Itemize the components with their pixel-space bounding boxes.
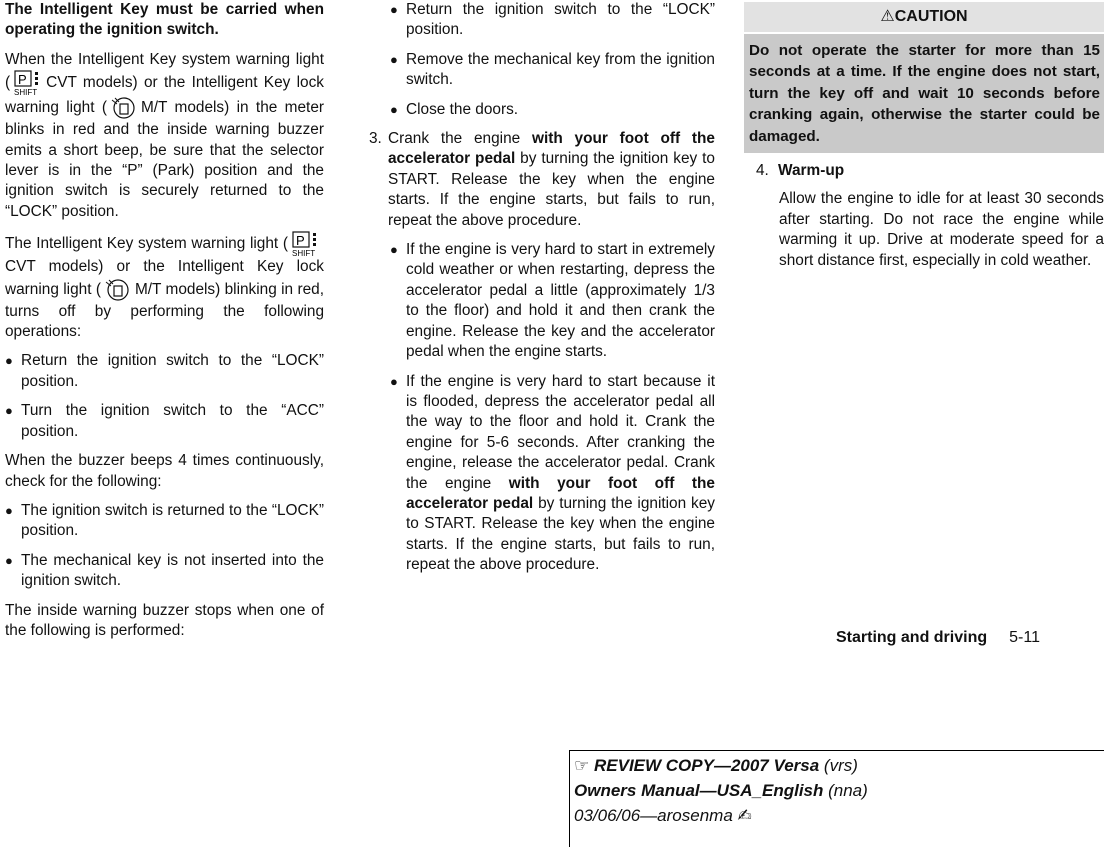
list-item bbox=[366, 0, 715, 41]
text: When the Intelligent Key system warning light ( bbox=[5, 50, 324, 92]
svg-text:SHIFT: SHIFT bbox=[14, 88, 38, 97]
list-item bbox=[5, 401, 324, 442]
text-bold: REVIEW COPY—2007 Versa bbox=[593, 756, 820, 775]
page-footer bbox=[836, 628, 1040, 648]
caution-text: Do not operate the starter for more than 15 seconds at a time. If the engine does not start, turn the key off and wait 10 seconds before cranking again, otherwise the starter could be damaged. bbox=[744, 34, 1104, 153]
review-line-2 bbox=[574, 778, 1104, 803]
step-title: Warm-up bbox=[778, 162, 845, 180]
step-4 bbox=[744, 161, 1104, 271]
list-item bbox=[366, 50, 715, 91]
review-line-3 bbox=[574, 803, 1104, 828]
text: (vrs) bbox=[819, 756, 858, 775]
text: by turning the ignition key to START. Release the key when the engine starts. If the engine starts, but fails to run, repeat the above procedure. bbox=[388, 150, 715, 229]
p-shift-icon bbox=[12, 70, 44, 96]
svg-text:SHIFT: SHIFT bbox=[292, 249, 316, 258]
bullet-icon: ● bbox=[5, 502, 13, 518]
text: If the engine is very hard to start because it is flooded, depress the accelerator pedal all the way to the floor and hold it. Crank the engine for 5-6 seconds. After cranking the engine, release the accelerator pedal. Crank the engine bbox=[406, 372, 715, 492]
text: 03/06/06—arosenma bbox=[574, 806, 733, 825]
text: Return the ignition switch to the “LOCK” position. bbox=[406, 1, 715, 39]
text: by turning the ignition key to START. Release the key when the engine starts. If the engine starts, but fails to run, repeat the above procedure. bbox=[406, 494, 715, 574]
column-left bbox=[5, 0, 324, 641]
text: The mechanical key is not inserted into the ignition switch. bbox=[21, 551, 324, 590]
section-name: Starting and driving bbox=[836, 629, 988, 646]
review-copy-box bbox=[569, 750, 1104, 847]
list-item bbox=[366, 100, 715, 120]
text: Turn the ignition switch to the “ACC” position. bbox=[21, 402, 324, 440]
heading-intelligent-key: The Intelligent Key must be carried when operating the ignition switch. bbox=[5, 1, 324, 39]
paragraph-warning-light-blinking bbox=[5, 231, 324, 342]
list-item bbox=[5, 501, 324, 542]
list-item bbox=[366, 372, 715, 576]
paragraph-buzzer-stops: The inside warning buzzer stops when one of the following is performed: bbox=[5, 601, 324, 639]
text: The Intelligent Key system warning light ( bbox=[5, 235, 288, 253]
bullet-icon: ● bbox=[5, 353, 13, 369]
bullet-icon: ● bbox=[390, 242, 398, 258]
svg-text:P: P bbox=[296, 233, 305, 249]
column-right bbox=[744, 0, 1104, 271]
key-lock-icon bbox=[109, 96, 139, 120]
bullet-icon: ● bbox=[390, 101, 398, 117]
list-item bbox=[5, 551, 324, 592]
column-middle bbox=[366, 0, 715, 585]
svg-text:P: P bbox=[18, 72, 27, 88]
warning-icon: ⚠ bbox=[880, 8, 895, 25]
text: (nna) bbox=[823, 781, 868, 800]
text: CVT models) or the Intelligent Key lock warning light ( bbox=[5, 258, 324, 298]
text: M/T models) in the meter blinks in red and the inside warning buzzer emits a short beep, be sure that the selector lever is in the “P” (Park) position and the ignition switch is securely returned to the “LOCK” position. bbox=[5, 99, 325, 220]
p-shift-icon bbox=[290, 231, 322, 257]
bullet-icon: ● bbox=[390, 51, 398, 67]
pointing-hand-icon: ☞ bbox=[574, 756, 590, 775]
step-3 bbox=[366, 129, 715, 231]
review-line-1 bbox=[574, 753, 1104, 778]
caution-header bbox=[744, 2, 1104, 34]
text-bold: Owners Manual—USA_English bbox=[574, 781, 824, 800]
text: Close the doors. bbox=[406, 100, 519, 118]
step-number: 4. bbox=[756, 162, 769, 180]
page-number: 5-11 bbox=[1009, 629, 1040, 646]
step-number: 3. bbox=[369, 130, 382, 148]
text: Return the ignition switch to the “LOCK” position. bbox=[21, 352, 324, 390]
text: If the engine is very hard to start in extremely cold weather or when restarting, depress the accelerator pedal a little (approximately 1/3 to the floor) and hold it and then crank the engine. Release the key and the accelerator pedal when the engine starts. bbox=[406, 241, 715, 361]
bullet-icon: ● bbox=[390, 2, 398, 17]
step-text: Allow the engine to idle for at least 30 seconds after starting. Do not race the engine while warming it up. Drive at moderate speed for a short distance first, especially in cold weather. bbox=[779, 190, 1104, 269]
text: Remove the mechanical key from the ignition switch. bbox=[406, 50, 715, 89]
text: CVT models) or the Intelligent Key lock warning light ( bbox=[5, 74, 324, 117]
text: The ignition switch is returned to the “LOCK” position. bbox=[21, 501, 324, 540]
caution-title: CAUTION bbox=[894, 8, 968, 25]
list-item bbox=[366, 240, 715, 362]
text: M/T models) blinking in red, turns off by performing the following operations: bbox=[5, 280, 324, 341]
key-lock-icon bbox=[103, 278, 133, 302]
paragraph-warning-light bbox=[5, 50, 324, 222]
list-item bbox=[5, 351, 324, 392]
bullet-icon: ● bbox=[390, 373, 398, 389]
paragraph-buzzer: When the buzzer beeps 4 times continuously, check for the following: bbox=[5, 452, 324, 490]
bullet-icon: ● bbox=[5, 552, 13, 568]
writing-hand-icon: ✍ bbox=[737, 806, 752, 825]
bullet-icon: ● bbox=[5, 403, 13, 419]
text-bold: with your foot off the accelerator pedal bbox=[388, 130, 715, 168]
text-bold: with your foot off the accelerator pedal bbox=[406, 474, 715, 512]
text: Crank the engine bbox=[388, 130, 532, 148]
